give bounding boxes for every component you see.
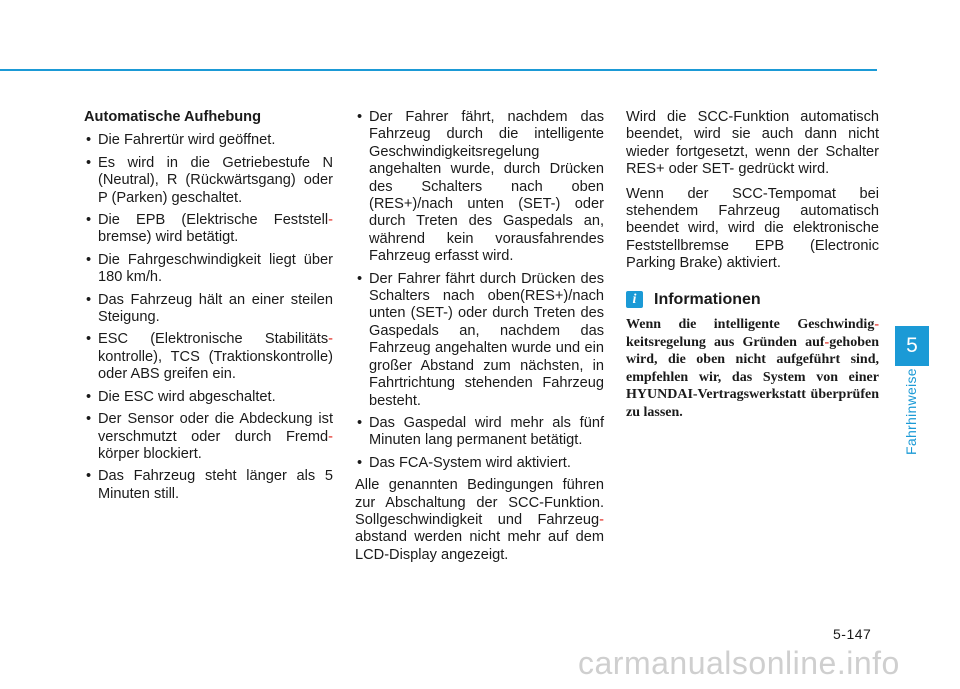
column-3 xyxy=(626,109,879,422)
info-text: Wenn die intelligente Geschwindig-keitsregelung aus Gründen auf-gehoben wird, die oben nicht aufgeführt sind, empfehlen wir, das System von einer HYUNDAI-Vertragswerkstatt überprüfen zu lassen. xyxy=(626,317,879,421)
list-item: • ESC (Elektronische Stabilitäts-kontrolle), TCS (Traktionskontrolle) oder ABS greifen ein. xyxy=(84,331,333,383)
chapter-label: Fahrhinweise xyxy=(903,368,919,455)
list-item: • Das Gaspedal wird mehr als fünf Minuten lang permanent betätigt. xyxy=(355,415,604,450)
list-item: • Der Sensor oder die Abdeckung ist verschmutzt oder durch Fremd-körper blockiert. xyxy=(84,411,333,463)
paragraph-2: Wenn der SCC-Tempomat bei stehendem Fahrzeug automatisch beendet wird, wird die elektronische Feststellbremse EPB (Electronic Parking Brake) aktiviert. xyxy=(626,185,879,272)
bullet-list-1 xyxy=(84,132,333,503)
list-item: • Das Fahrzeug steht länger als 5 Minuten still. xyxy=(84,468,333,503)
bullet-list-2 xyxy=(355,109,604,472)
list-item: • Der Fahrer fährt durch Drücken des Schalters nach oben(RES+)/nach unten (SET-) oder durch Treten des Gaspedals an, nachdem das Fahrzeug angehalten wurde und ein großer Abstand zum nächsten, in Fahrtrichtung stehenden Fahrzeug besteht. xyxy=(355,271,604,410)
list-item: • Der Fahrer fährt, nachdem das Fahrzeug durch die intelligente Geschwindigkeitsregelung angehalten wurde, durch Drücken des Schalters nach oben (RES+)/nach unten (SET-) oder durch Treten des Gaspedals an, während kein vorausfahrendes Fahrzeug erfasst wird. xyxy=(355,109,604,266)
list-item: • Das FCA-System wird aktiviert. xyxy=(355,455,604,472)
summary-paragraph: Alle genannten Bedingungen führen zur Abschaltung der SCC-Funktion. Sollgeschwindigkeit und Fahrzeug-abstand werden nicht mehr auf dem LCD-Display angezeigt. xyxy=(355,477,604,563)
column-1 xyxy=(84,109,333,508)
top-rule xyxy=(0,69,877,71)
list-item: • Die Fahrertür wird geöffnet. xyxy=(84,132,333,149)
list-item: • Die Fahrgeschwindigkeit liegt über 180 km/h. xyxy=(84,252,333,287)
chapter-number-tab: 5 xyxy=(895,326,929,366)
info-icon: i xyxy=(626,291,643,308)
list-item: • Die ESC wird abgeschaltet. xyxy=(84,389,333,406)
paragraph-1: Wird die SCC-Funktion automatisch beendet, wird sie auch dann nicht wieder fortgesetzt, wenn der Schalter RES+ oder SET- gedrückt wird. xyxy=(626,109,879,178)
info-title: Informationen xyxy=(654,290,761,308)
watermark: carmanualsonline.info xyxy=(578,645,900,681)
column-2 xyxy=(355,109,604,571)
section-heading: Automatische Aufhebung xyxy=(84,109,262,125)
list-item: • Die EPB (Elektrische Feststell-bremse) wird betätigt. xyxy=(84,212,333,247)
info-header xyxy=(626,291,879,308)
list-item: • Es wird in die Getriebestufe N (Neutral), R (Rückwärtsgang) oder P (Parken) geschaltet. xyxy=(84,155,333,207)
list-item: • Das Fahrzeug hält an einer steilen Steigung. xyxy=(84,292,333,327)
page-number: 5-147 xyxy=(833,626,872,642)
